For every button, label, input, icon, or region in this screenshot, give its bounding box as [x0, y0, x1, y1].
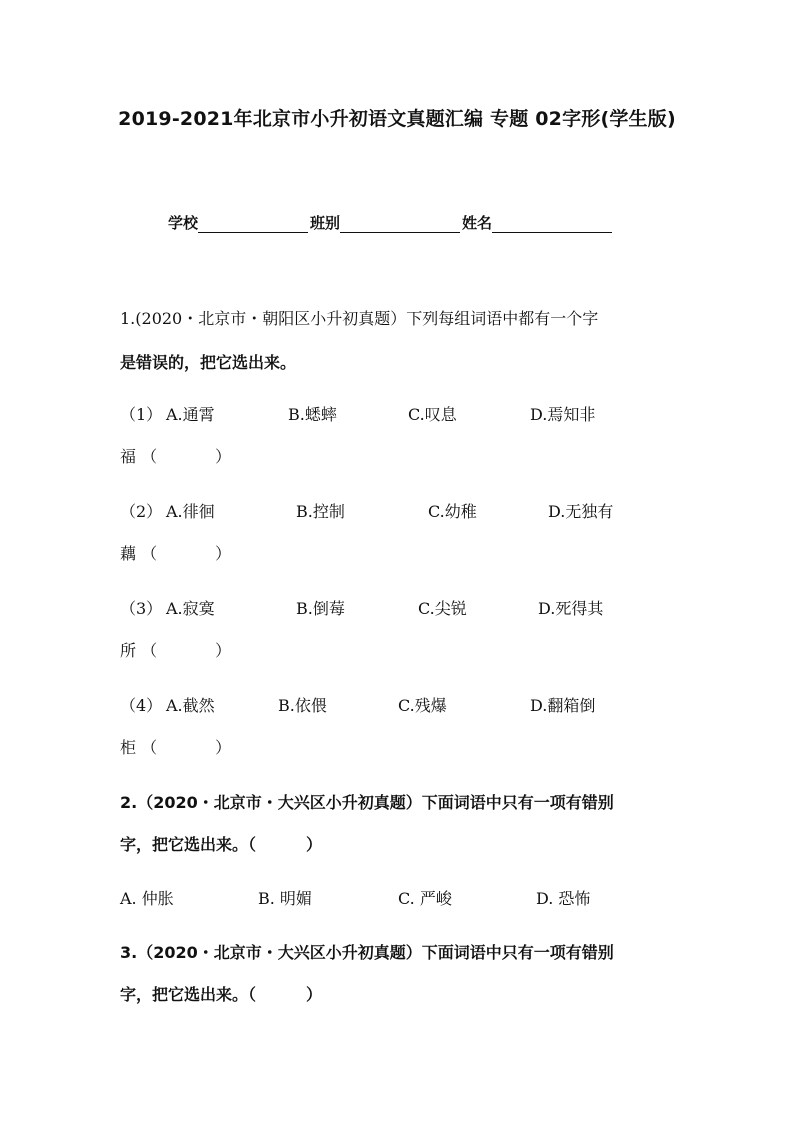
- q2-option-b: B. 明媚: [258, 889, 312, 908]
- q3-stem-text: 字，把它选出来。（: [120, 985, 257, 1004]
- q2-option-a: A. 仲胀: [120, 889, 174, 908]
- q2-option-d: D. 恐怖: [536, 889, 591, 908]
- class-blank[interactable]: [340, 216, 460, 233]
- q1-g3-answer-line: [120, 638, 231, 661]
- q1-g1-option-c: C.叹息: [408, 405, 457, 424]
- q2-stem-line2: [120, 832, 322, 855]
- q1-g3-paren-close: ）: [215, 641, 232, 660]
- q1-g3-continuation: 所: [120, 641, 137, 660]
- q3-stem-line2: [120, 982, 322, 1005]
- q1-g2-number: （2）: [120, 502, 163, 521]
- q1-g3-paren-open: （: [141, 641, 158, 660]
- q1-g3-option-a: A.寂寞: [166, 599, 215, 618]
- q1-g1-option-b: B.蟋蟀: [288, 405, 337, 424]
- q1-g3-option-d: D.死得其: [538, 599, 604, 618]
- q1-g4-option-c: C.残爆: [398, 696, 447, 715]
- q1-g3-option-b: B.倒莓: [296, 599, 345, 618]
- q1-g4-paren-open: （: [141, 738, 158, 757]
- q1-g1-answer-line: [120, 444, 231, 467]
- q1-stem-line1: 1.(2020・北京市・朝阳区小升初真题）下列每组词语中都有一个字: [120, 309, 599, 328]
- student-info-row: [168, 212, 614, 233]
- q2-option-c: C. 严峻: [398, 889, 452, 908]
- q1-g1-number: （1）: [120, 405, 163, 424]
- q3-paren-close: ）: [306, 985, 323, 1004]
- school-blank[interactable]: [198, 216, 308, 233]
- q1-g2-option-d: D.无独有: [548, 502, 614, 521]
- school-label: 学校: [168, 214, 199, 232]
- q1-g4-number: （4）: [120, 696, 163, 715]
- q1-g1-option-d: D.焉知非: [530, 405, 596, 424]
- q1-g2-option-a: A.徘徊: [166, 502, 215, 521]
- q1-g4-continuation: 柜: [120, 738, 137, 757]
- q1-g4-option-d: D.翻箱倒: [530, 696, 596, 715]
- q1-g1-paren-open: （: [141, 447, 158, 466]
- q1-g2-option-b: B.控制: [296, 502, 345, 521]
- name-label: 姓名: [462, 214, 493, 232]
- q1-g3-option-c: C.尖锐: [418, 599, 467, 618]
- q3-stem-line1: 3.（2020・北京市・大兴区小升初真题）下面词语中只有一项有错别: [120, 943, 614, 962]
- document-title: 2019-2021年北京市小升初语文真题汇编 专题 02字形(学生版): [118, 108, 676, 130]
- q1-g1-paren-close: ）: [215, 447, 232, 466]
- class-label: 班别: [310, 214, 341, 232]
- q1-g1-option-a: A.通霄: [166, 405, 215, 424]
- q1-g2-option-c: C.幼稚: [428, 502, 477, 521]
- q1-g2-continuation: 藕: [120, 544, 137, 563]
- q1-g4-option-a: A.截然: [166, 696, 215, 715]
- q1-stem-line2: 是错误的，把它选出来。: [120, 353, 297, 372]
- q1-g4-answer-line: [120, 735, 231, 758]
- q1-g2-paren-close: ）: [215, 544, 232, 563]
- q2-stem-text: 字，把它选出来。（: [120, 835, 257, 854]
- q1-g2-answer-line: [120, 541, 231, 564]
- q2-stem-line1: 2.（2020・北京市・大兴区小升初真题）下面词语中只有一项有错别: [120, 793, 614, 812]
- q1-g1-continuation: 福: [120, 447, 137, 466]
- q1-g4-option-b: B.依偎: [278, 696, 327, 715]
- q2-paren-close: ）: [306, 835, 323, 854]
- q1-g4-paren-close: ）: [215, 738, 232, 757]
- q1-g2-paren-open: （: [141, 544, 158, 563]
- name-blank[interactable]: [492, 216, 612, 233]
- q1-g3-number: （3）: [120, 599, 163, 618]
